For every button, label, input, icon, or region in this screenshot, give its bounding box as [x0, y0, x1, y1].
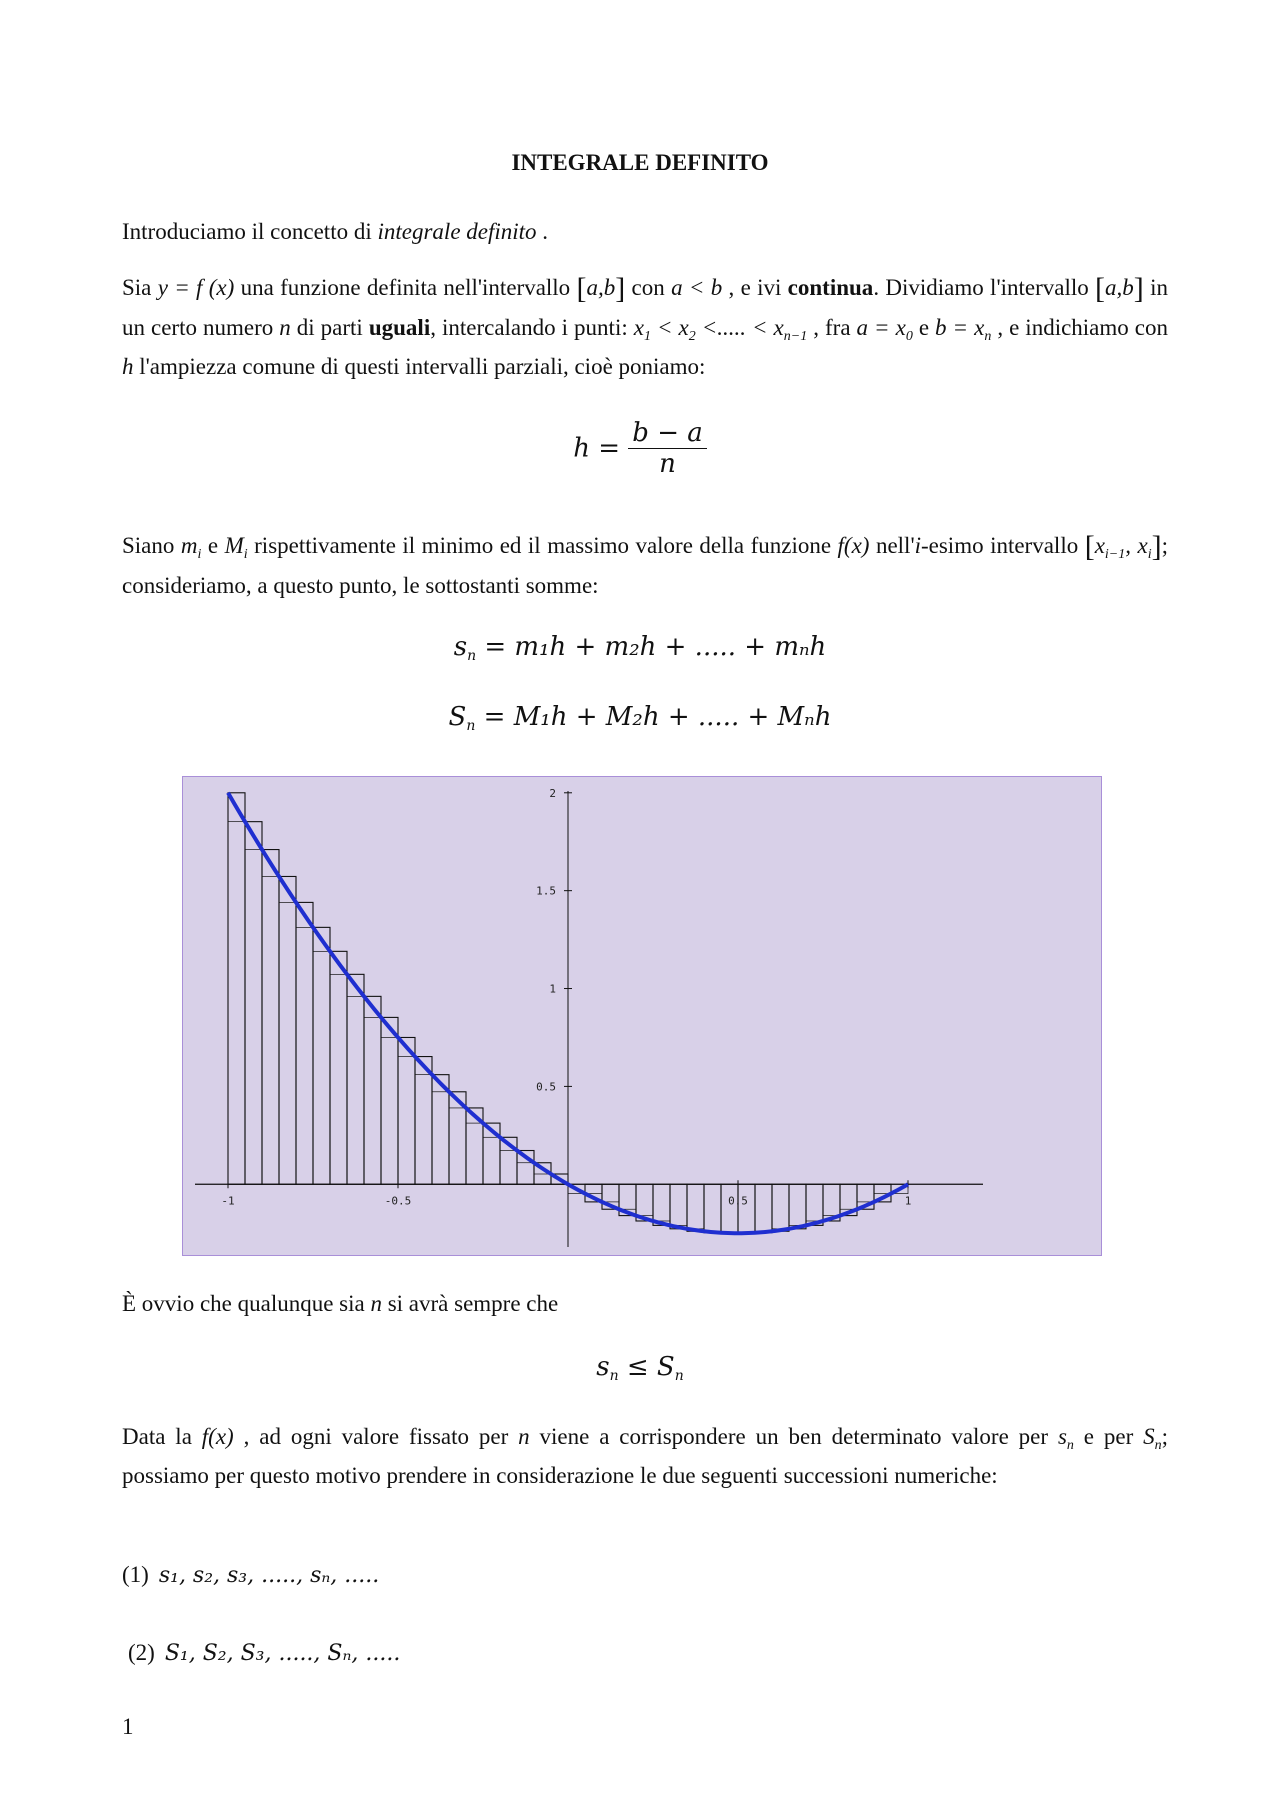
text-run: nell' [869, 533, 915, 558]
formula-symbol: s [596, 1352, 610, 1382]
formula-symbol: s [453, 632, 468, 662]
upper-sum-bar [381, 1017, 398, 1184]
text-run: ; possiamo per questo motivo prendere in considerazione le due seguenti successioni numeriche: [122, 1424, 1169, 1488]
text-run: di parti [290, 315, 369, 340]
text-run: , intercalando i punti: [430, 315, 634, 340]
text-run: Data la [122, 1424, 202, 1449]
formula-lower-sum [0, 632, 1280, 662]
math-Sn: $S_n$ [1143, 1424, 1162, 1453]
lower-sum-bar [483, 1137, 500, 1184]
math-sn: $s_n$ [1057, 1424, 1074, 1453]
page-number: 1 [122, 1714, 134, 1739]
riemann-sum-chart [182, 776, 1102, 1256]
lower-sum-bar [585, 1184, 602, 1193]
text-run: viene a corrispondere un ben determinato valore per [529, 1424, 1058, 1449]
formula-operator: ≤ [618, 1352, 657, 1382]
upper-sum-bar [245, 822, 262, 1185]
lower-sum-bar [738, 1184, 755, 1232]
lower-sum-bar [857, 1184, 874, 1202]
lower-sum-bar [228, 822, 245, 1185]
bracket-open: [ [1084, 530, 1095, 563]
lower-sum-bar [636, 1184, 653, 1215]
lower-sum-bar [704, 1184, 721, 1231]
bracket-close: ] [1133, 272, 1144, 305]
formula-rhs: = m₁h + m₂h + ..... + mₙh [476, 632, 827, 662]
text-run: , e indichiamo con [991, 315, 1169, 340]
bracket-close: ] [1151, 530, 1162, 563]
lower-sum-bar [602, 1184, 619, 1202]
paragraph-sequences [122, 1417, 1168, 1495]
lower-sum-bar [330, 974, 347, 1184]
sequence-label: (2) [128, 1640, 155, 1665]
upper-sum-bar [806, 1184, 823, 1225]
upper-sum-bar [670, 1184, 687, 1229]
sequence-lower [122, 1562, 379, 1588]
math-function: f(x) [201, 1424, 234, 1449]
lower-sum-bar [313, 951, 330, 1184]
lower-sum-bar [789, 1184, 806, 1225]
intro-paragraph [122, 212, 1168, 251]
bold-term: continua [787, 275, 874, 300]
upper-sum-bar [313, 927, 330, 1184]
bracket-open: [ [1095, 272, 1106, 305]
lower-sum-bar [398, 1057, 415, 1185]
lower-sum-bar [296, 927, 313, 1184]
x-tick-label: -0.5 [384, 1194, 412, 1208]
bracket-close: ] [615, 272, 626, 305]
text-run: rispettivamente il minimo ed il massimo valore della funzione [247, 533, 838, 558]
x-tick-label: -1 [221, 1194, 235, 1208]
formula-sub: n [467, 648, 477, 664]
formula-h [0, 418, 1280, 479]
sequence-items: s₁, s₂, s₃, ....., sₙ, ..... [158, 1563, 380, 1588]
math-n: n [370, 1291, 382, 1316]
lower-sum-bar [466, 1123, 483, 1184]
y-tick-label: 1.5 [536, 884, 556, 898]
upper-sum-bar [653, 1184, 670, 1225]
lower-sum-bar [772, 1184, 789, 1229]
paragraph-obvious [122, 1284, 1168, 1323]
text-run: Sia [122, 275, 158, 300]
upper-sum-bar [279, 876, 296, 1184]
lower-sum-bar [670, 1184, 687, 1225]
y-tick-label: 2 [549, 786, 556, 800]
formula-symbol: S [656, 1352, 675, 1382]
lower-sum-bar [364, 1017, 381, 1184]
math-interval: a,b [1105, 275, 1134, 300]
math-h: h [122, 354, 134, 379]
upper-sum-bar [789, 1184, 806, 1229]
fraction [628, 418, 706, 479]
paragraph-definition [122, 268, 1168, 386]
math-b: $b = x_n$ [935, 315, 992, 344]
formula-inequality [0, 1352, 1280, 1382]
formula-rhs: = M₁h + M₂h + ..... + Mₙh [475, 702, 832, 732]
sequence-label: (1) [122, 1562, 149, 1587]
text-run: ; consideriamo, a questo punto, le sottostanti somme: [122, 533, 1168, 598]
lower-sum-bar [823, 1184, 840, 1215]
upper-sum-bar [330, 951, 347, 1184]
upper-sum-bar [704, 1184, 721, 1232]
text-run: , ad ogni valore fissato per [233, 1424, 519, 1449]
upper-sum-bar [772, 1184, 789, 1231]
x-tick-label: 0.5 [728, 1194, 748, 1208]
lower-sum-bar [653, 1184, 670, 1221]
lower-sum-bar [415, 1075, 432, 1185]
upper-sum-bar [755, 1184, 772, 1232]
upper-sum-bar [364, 996, 381, 1184]
lower-sum-bar [347, 996, 364, 1184]
formula-sub: n [609, 1368, 619, 1384]
lower-sum-bar [534, 1174, 551, 1184]
sequence-upper [128, 1640, 400, 1666]
lower-sum-bar [687, 1184, 704, 1229]
text-run: con [625, 275, 672, 300]
text-run: si avrà sempre che [381, 1291, 559, 1316]
lower-sum-bar [262, 876, 279, 1184]
math-points: $x_1 < x_2$ <..... < $x_{n-1}$ [633, 315, 808, 344]
lower-sum-bar [806, 1184, 823, 1221]
upper-sum-bar [738, 1184, 755, 1233]
math-interval: a,b [586, 275, 616, 300]
math-i: i [914, 533, 921, 558]
text-run: e [201, 533, 225, 558]
math-n: n [518, 1424, 530, 1449]
lower-sum-bar [381, 1037, 398, 1184]
formula-sub: n [466, 718, 476, 734]
lower-sum-bar [432, 1092, 449, 1184]
formula-symbol: S [448, 702, 467, 732]
text-run: Siano [122, 533, 181, 558]
paragraph-min-max [122, 526, 1168, 605]
fraction-denominator: n [659, 449, 676, 479]
lower-sum-bar [874, 1184, 891, 1193]
text-run: una funzione definita nell'intervallo [234, 275, 577, 300]
formula-upper-sum [0, 702, 1280, 732]
text-run: , e ivi [722, 275, 788, 300]
upper-sum-bar [687, 1184, 704, 1231]
y-tick-label: 0.5 [536, 1080, 556, 1094]
lower-sum-bar [500, 1151, 517, 1185]
lower-sum-bar [721, 1184, 738, 1232]
math-Mi: $M_i$ [224, 533, 248, 562]
math-inequality: a < b [671, 275, 723, 300]
upper-sum-bar [228, 793, 245, 1184]
lower-sum-bar [840, 1184, 857, 1209]
upper-sum-bar [296, 902, 313, 1184]
text-run: -esimo intervallo [920, 533, 1085, 558]
chart-svg [183, 777, 1103, 1257]
y-tick-label: 1 [549, 982, 556, 996]
lower-sum-bar [619, 1184, 636, 1209]
text-run: e [912, 315, 936, 340]
math-n: n [279, 315, 291, 340]
text-run: l'ampiezza comune di questi intervalli parziali, cioè poniamo: [133, 354, 706, 379]
page-title: INTEGRALE DEFINITO [511, 150, 769, 175]
math-subinterval: $x_{i-1}$, $x_i$ [1094, 533, 1152, 562]
intro-end: . [536, 219, 549, 244]
fraction-numerator: b − a [628, 418, 706, 449]
sequence-items: S₁, S₂, S₃, ....., Sₙ, ..... [164, 1641, 401, 1666]
lower-sum-bar [245, 850, 262, 1185]
text-run: in un certo numero [122, 275, 1168, 340]
bracket-open: [ [576, 272, 587, 305]
formula-h-lhs: h = [573, 433, 621, 464]
x-tick-label: 1 [904, 1194, 912, 1208]
math-mi: $m_i$ [180, 533, 202, 562]
formula-sub: n [674, 1368, 684, 1384]
lower-sum-bar [279, 902, 296, 1184]
bold-term: uguali [368, 315, 431, 340]
upper-sum-bar [721, 1184, 738, 1233]
lower-sum-bar [449, 1108, 466, 1184]
text-run: È ovvio che qualunque sia [122, 1291, 371, 1316]
upper-sum-bar [398, 1037, 415, 1184]
math-function: f(x) [837, 533, 870, 558]
text-run: e per [1073, 1424, 1144, 1449]
intro-term: integrale definito [377, 219, 537, 244]
text-run: , fra [807, 315, 857, 340]
lower-sum-bar [517, 1163, 534, 1185]
lower-sum-bar [755, 1184, 772, 1231]
upper-sum-bar [347, 974, 364, 1184]
upper-sum-bar [262, 850, 279, 1185]
math-a: $a = x_0$ [856, 315, 913, 344]
intro-text: Introduciamo il concetto di [122, 219, 378, 244]
upper-sum-bar [415, 1057, 432, 1185]
text-run: . Dividiamo l'intervallo [873, 275, 1096, 300]
math-function: y = f (x) [157, 275, 235, 300]
